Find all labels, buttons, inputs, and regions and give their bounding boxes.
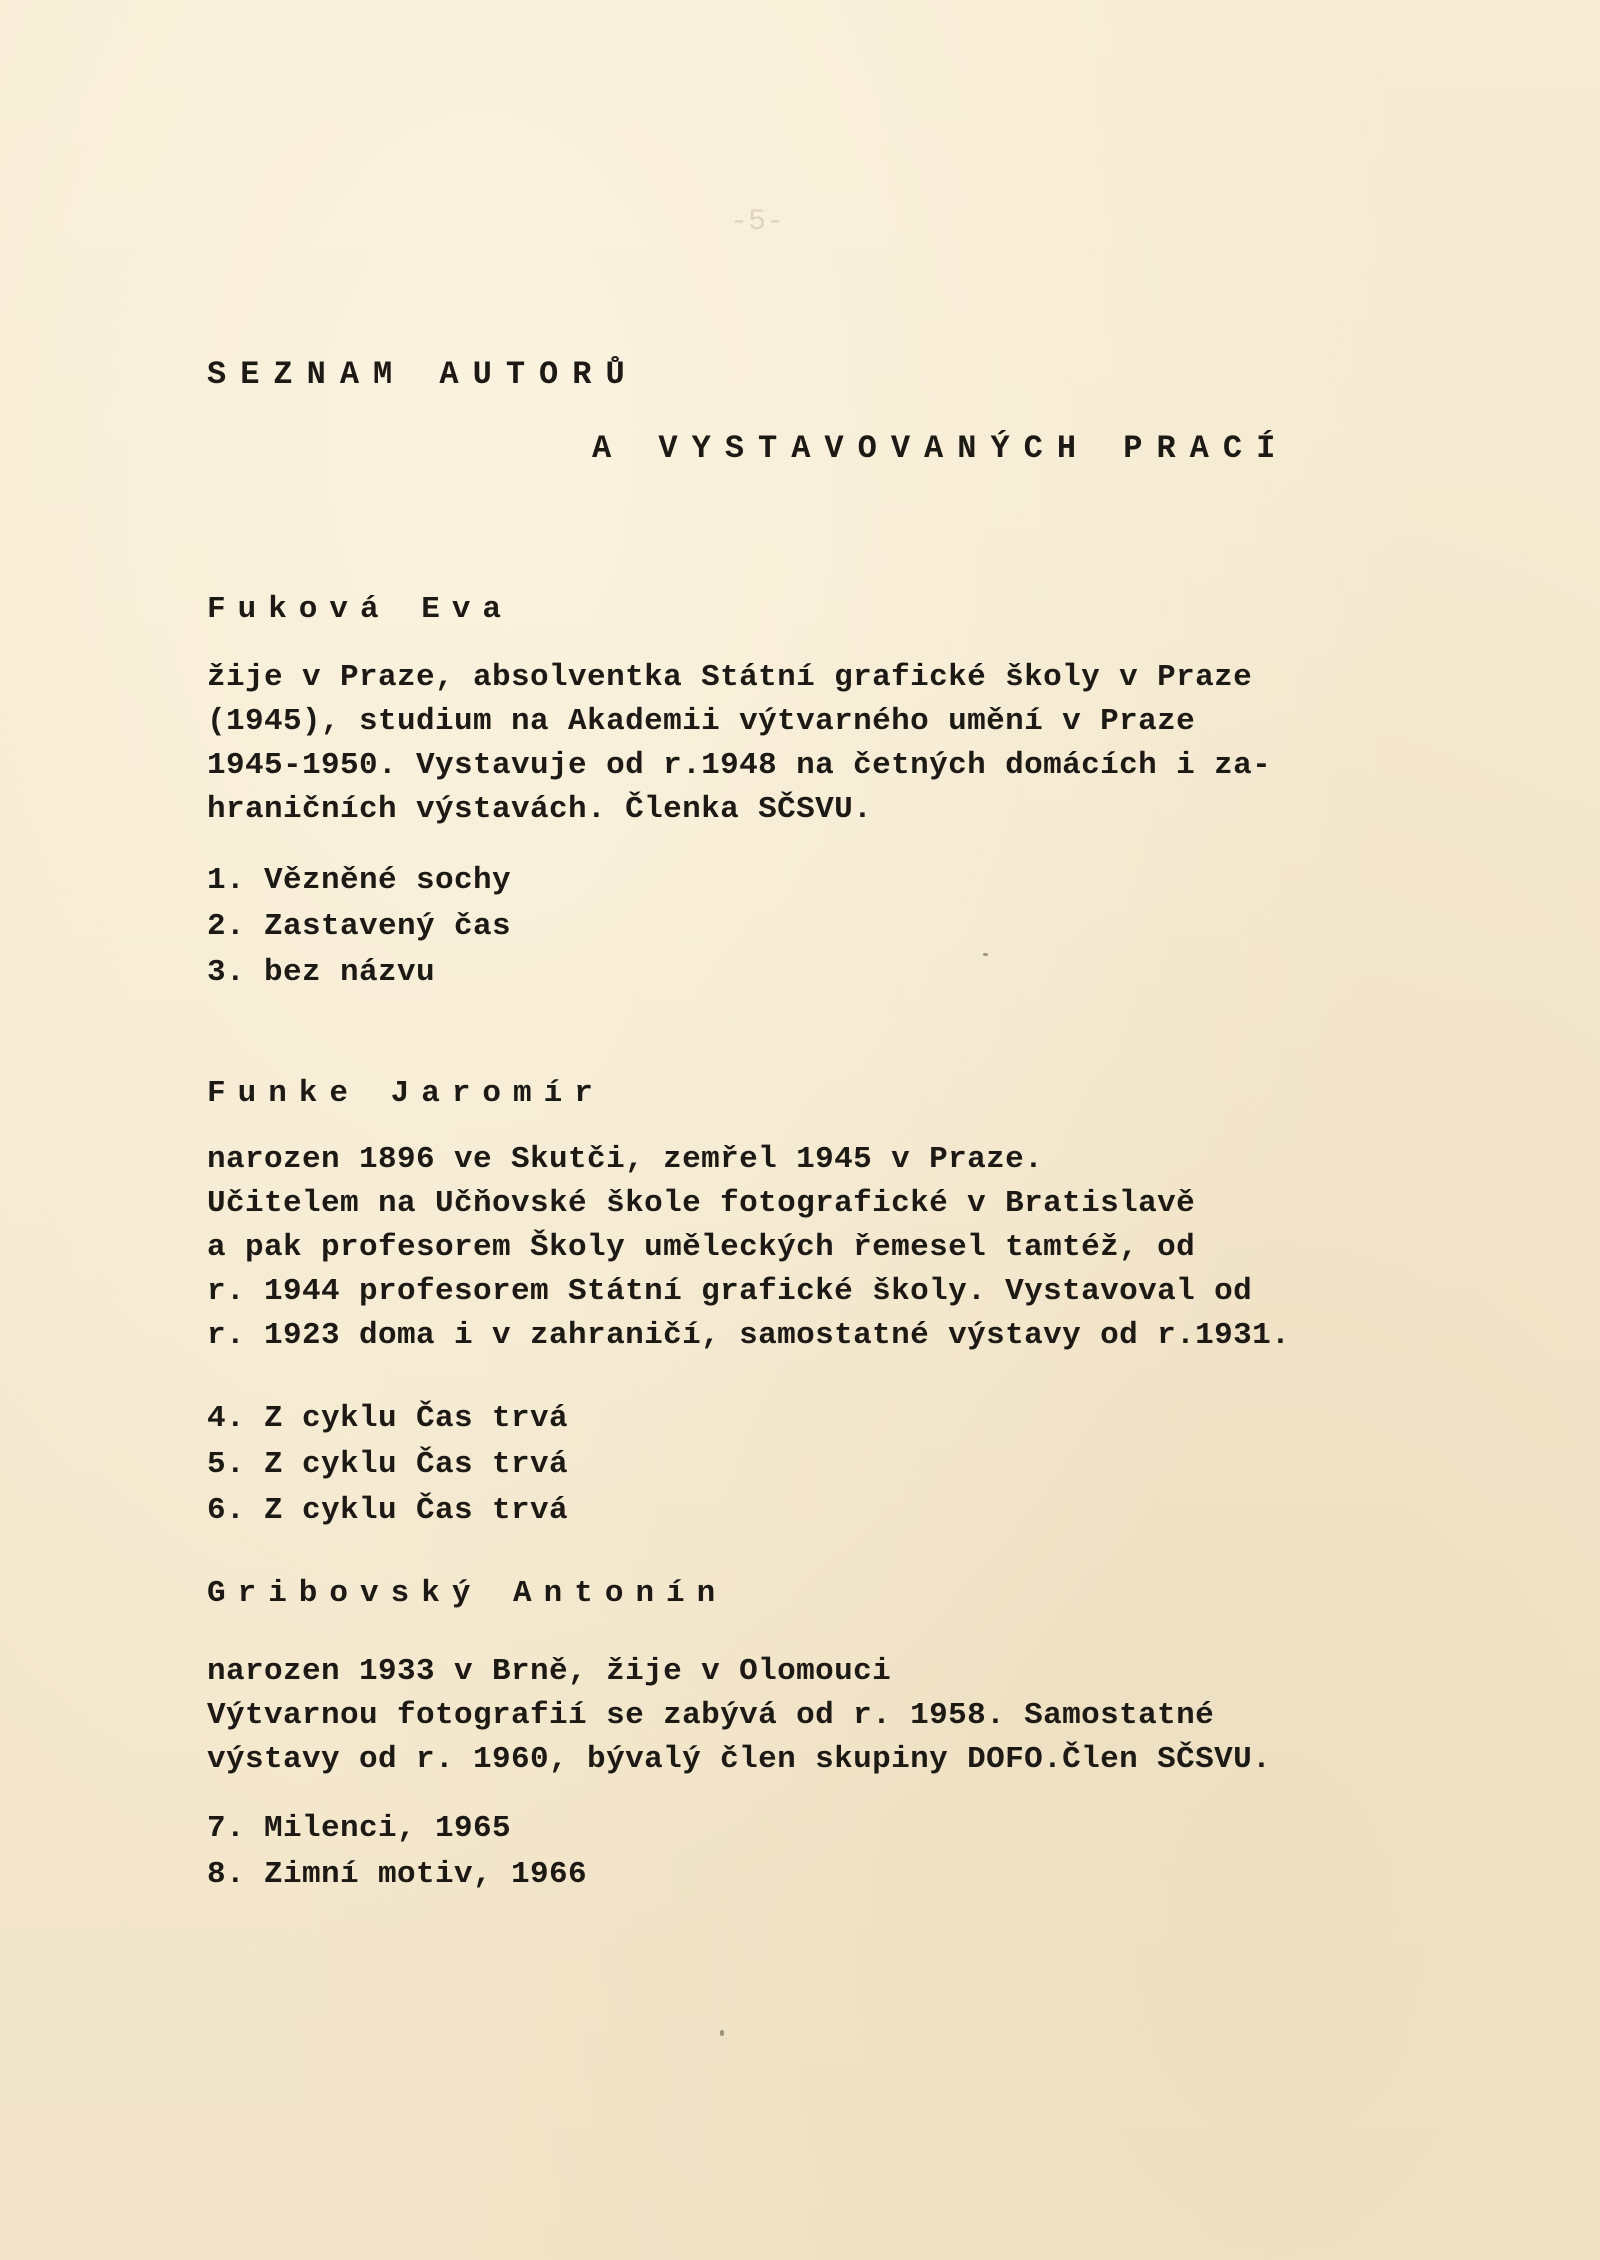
author-bio-fukova — [207, 656, 1271, 832]
work-item: 5. Z cyklu Čas trvá — [207, 1447, 569, 1482]
bio-line: 1945-1950. Vystavuje od r.1948 na četných domácích i za- — [207, 748, 1272, 783]
ink-speck — [983, 953, 988, 956]
author-name-funke: Funke Jaromír — [207, 1076, 605, 1111]
work-item: 2. Zastavený čas — [207, 909, 512, 944]
work-item: 6. Z cyklu Čas trvá — [207, 1493, 569, 1528]
bio-line: a pak profesorem Školy uměleckých řemesel tamtéž, od — [207, 1230, 1196, 1265]
bio-line: Výtvarnou fotografií se zabývá od r. 1958. Samostatné — [207, 1698, 1215, 1733]
bio-line: narozen 1933 v Brně, žije v Olomouci — [207, 1654, 892, 1689]
bio-line: (1945), studium na Akademii výtvarného umění v Praze — [207, 704, 1196, 739]
bio-line: r. 1944 profesorem Státní grafické školy. Vystavoval od — [207, 1274, 1253, 1309]
bio-line: žije v Praze, absolventka Státní grafické školy v Praze — [207, 660, 1253, 695]
work-item: 8. Zimní motiv, 1966 — [207, 1857, 588, 1892]
bio-line: hraničních výstavách. Členka SČSVU. — [207, 792, 873, 827]
bio-line: r. 1923 doma i v zahraničí, samostatné výstavy od r.1931. — [207, 1318, 1291, 1353]
works-list-fukova — [207, 858, 511, 996]
title-line-1: SEZNAM AUTORŮ — [207, 356, 639, 393]
author-name-gribovsky: Gribovský Antonín — [207, 1576, 728, 1611]
bio-line: Učitelem na Učňovské škole fotografické v Bratislavě — [207, 1186, 1196, 1221]
work-item: 4. Z cyklu Čas trvá — [207, 1401, 569, 1436]
works-list-funke — [207, 1396, 568, 1534]
bio-line: narozen 1896 ve Skutči, zemřel 1945 v Praze. — [207, 1142, 1044, 1177]
page-number: -5- — [730, 205, 785, 239]
author-name-fukova: Fuková Eva — [207, 592, 514, 627]
title-line-2: A VYSTAVOVANÝCH PRACÍ — [592, 430, 1290, 467]
work-item: 3. bez názvu — [207, 955, 436, 990]
work-item: 1. Vězněné sochy — [207, 863, 512, 898]
work-item: 7. Milenci, 1965 — [207, 1811, 512, 1846]
works-list-gribovsky — [207, 1806, 587, 1898]
author-bio-gribovsky — [207, 1650, 1271, 1782]
author-bio-funke — [207, 1138, 1290, 1358]
ink-speck — [720, 2030, 724, 2036]
bio-line: výstavy od r. 1960, bývalý člen skupiny DOFO.Člen SČSVU. — [207, 1742, 1272, 1777]
